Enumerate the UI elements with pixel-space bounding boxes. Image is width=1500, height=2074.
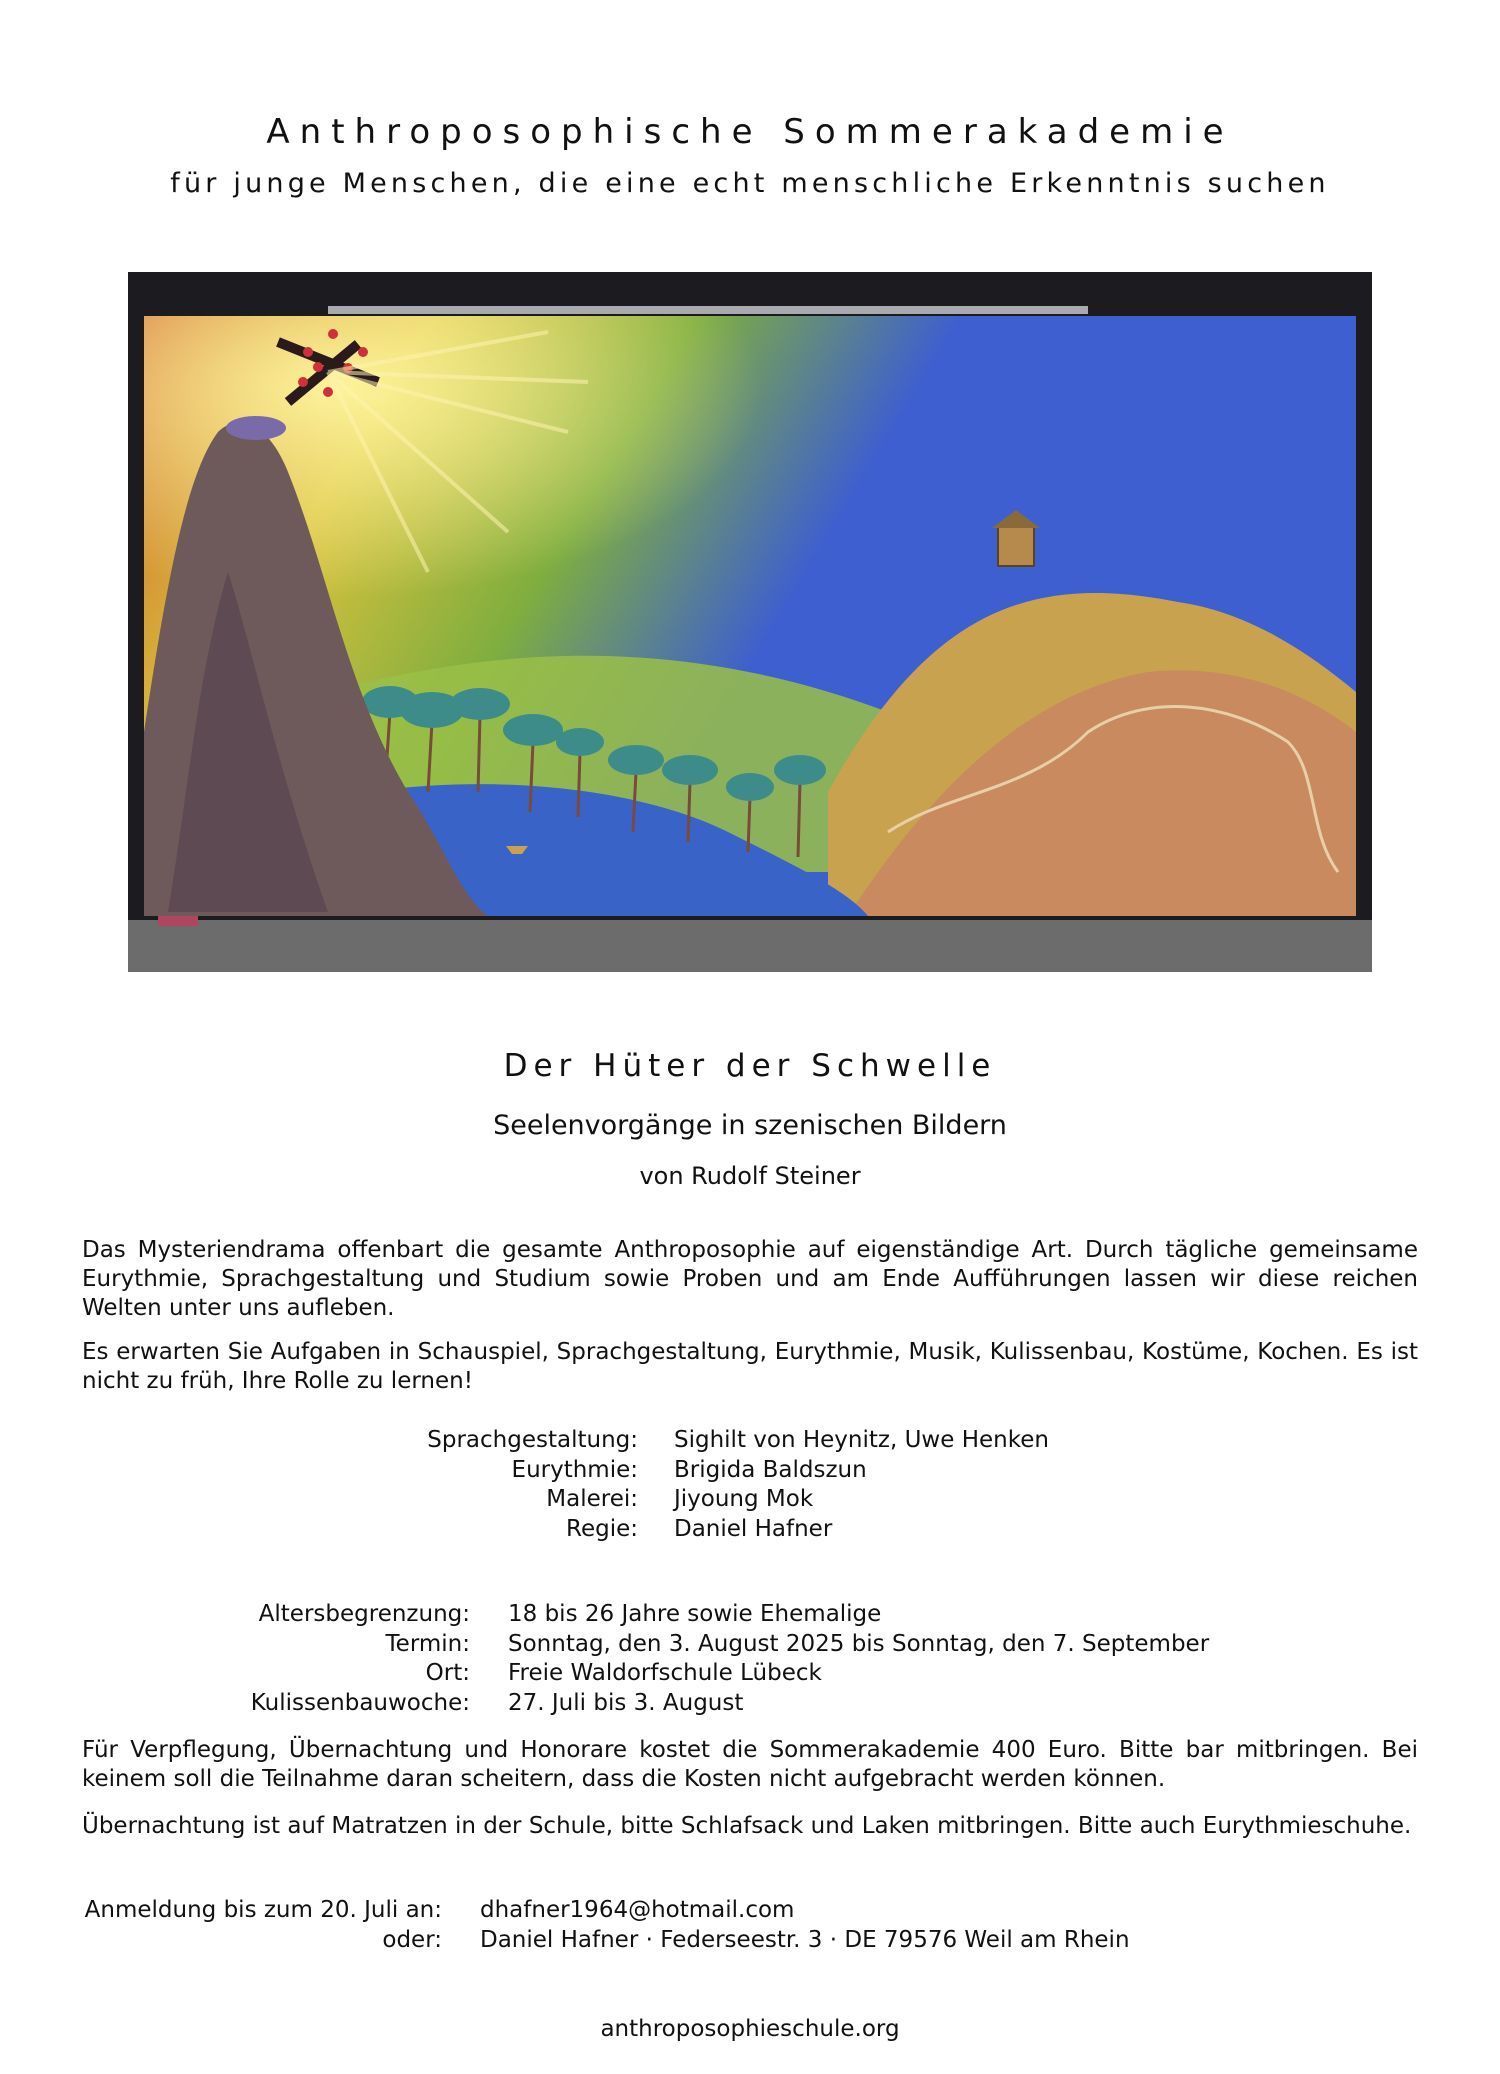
page-subtitle: für junge Menschen, die eine echt menschliche Erkenntnis suchen — [170, 168, 1330, 199]
mountain-peak — [226, 416, 286, 440]
detail-value: 27. Juli bis 3. August — [508, 1689, 744, 1716]
staff-label: Sprachgestaltung: — [427, 1427, 638, 1453]
detail-label: Ort: — [425, 1660, 470, 1686]
registration-contact — [82, 1896, 1130, 1955]
detail-label: Kulissenbauwoche: — [250, 1689, 470, 1716]
play-subtitle: Seelenvorgänge in szenischen Bildern — [493, 1110, 1007, 1141]
staff-row — [420, 1515, 1049, 1545]
detail-value: 18 bis 26 Jahre sowie Ehemalige — [508, 1601, 882, 1627]
stage-backdrop-painting — [128, 272, 1372, 972]
stage-light-bar — [328, 306, 1088, 314]
staff-value: Sighilt von Heynitz, Uwe Henken — [674, 1427, 1049, 1453]
staff-row — [420, 1426, 1049, 1456]
detail-row — [250, 1600, 1209, 1630]
stage-floor — [128, 920, 1372, 972]
painting-svg — [128, 272, 1372, 972]
play-author: von Rudolf Steiner — [639, 1162, 861, 1190]
postal-address: Daniel Hafner · Federseestr. 3 · DE 79576 Weil am Rhein — [480, 1926, 1130, 1953]
staff-label: Malerei: — [546, 1486, 638, 1512]
temple — [998, 526, 1034, 566]
contact-row — [82, 1926, 1130, 1956]
website-link[interactable]: anthroposophieschule.org — [600, 2016, 900, 2042]
cost-paragraph: Für Verpflegung, Übernachtung und Honorare kostet die Sommerakademie 400 Euro. Bitte bar mitbringen. Bei keinem soll die Teilnahme daran scheitern, dass die Kosten nicht aufgebracht werden können. — [82, 1737, 1418, 1792]
detail-label: Altersbegrenzung: — [258, 1601, 470, 1627]
detail-label: Termin: — [385, 1630, 470, 1657]
page-title: Anthroposophische Sommerakademie — [266, 112, 1234, 152]
staff-row — [420, 1485, 1049, 1515]
detail-row — [250, 1630, 1209, 1660]
event-details — [250, 1600, 1209, 1718]
staff-label: Regie: — [566, 1515, 638, 1542]
staff-value: Daniel Hafner — [674, 1515, 833, 1542]
contact-label: oder: — [382, 1926, 442, 1953]
detail-row — [250, 1659, 1209, 1689]
staff-value: Jiyoung Mok — [674, 1486, 814, 1512]
contact-label: Anmeldung bis zum 20. Juli an: — [84, 1897, 442, 1923]
staff-row — [420, 1456, 1049, 1486]
staff-value: Brigida Baldszun — [674, 1456, 867, 1483]
tasks-paragraph: Es erwarten Sie Aufgaben in Schauspiel, Sprachgestaltung, Eurythmie, Musik, Kulissenbau, Kostüme, Kochen. Es ist nicht zu früh, Ihre Rolle zu lernen! — [82, 1339, 1418, 1394]
detail-row — [250, 1689, 1209, 1719]
play-title: Der Hüter der Schwelle — [503, 1048, 997, 1084]
staff-list — [420, 1426, 1049, 1544]
lodging-paragraph: Übernachtung ist auf Matratzen in der Schule, bitte Schlafsack und Laken mitbringen. Bitte auch Eurythmieschuhe. — [82, 1813, 1412, 1839]
intro-paragraph: Das Mysteriendrama offenbart die gesamte Anthroposophie auf eigenständige Art. Durch tägliche gemeinsame Eurythmie, Sprachgestaltung und Studium sowie Proben und am Ende Aufführungen lassen wir diese reichen Welten unter uns aufleben. — [82, 1237, 1418, 1321]
contact-row — [82, 1896, 1130, 1926]
detail-value: Freie Waldorfschule Lübeck — [508, 1660, 822, 1686]
staff-label: Eurythmie: — [511, 1456, 638, 1483]
email-link[interactable]: dhafner1964@hotmail.com — [480, 1897, 795, 1923]
detail-value: Sonntag, den 3. August 2025 bis Sonntag, den 7. September — [508, 1630, 1210, 1657]
